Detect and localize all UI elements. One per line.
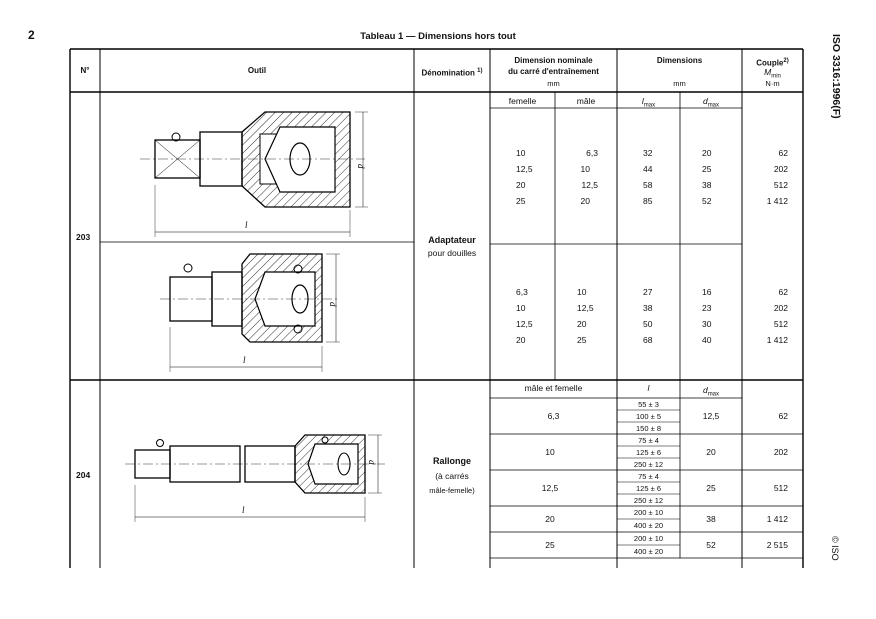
row-204-desc-1: (à carrés [435,471,469,481]
group-size: 10 [545,447,555,457]
table-row: 25 [516,196,526,206]
table-row: 512 [773,180,788,190]
group-m: 62 [778,411,788,421]
length-value: 400 ± 20 [633,521,664,530]
row-204-number: 204 [76,470,91,480]
length-value: 75 ± 4 [638,472,659,481]
row-203-desc: pour douilles [427,248,477,258]
col-male: mâle [576,96,596,106]
table-row: 20 [516,335,526,345]
length-value: 250 ± 12 [633,460,664,469]
table-row: 512 [773,319,788,329]
length-value: 250 ± 12 [633,496,664,505]
table-row: 62 [778,287,788,297]
group-size: 12,5 [541,483,559,493]
extension-drawing [100,380,414,568]
header-dimensions-unit: mm [673,79,686,88]
group-d: 12,5 [702,411,720,421]
group-size: 25 [545,540,555,550]
group-d: 20 [706,447,716,457]
document-reference-text: ISO 3316:1996(F) [830,34,842,119]
group-d: 25 [706,483,716,493]
table-row: 38 [702,180,712,190]
group-m: 512 [773,483,788,493]
col-femelle: femelle [508,96,537,106]
header-denomination [414,66,490,79]
table-row: 12,5 [516,164,533,174]
length-value: 100 ± 5 [636,412,661,421]
table-row: 10 [577,287,587,297]
table-row: 62 [778,148,788,158]
length-value: 125 ± 6 [636,484,661,493]
col-l-sym: l [647,383,650,393]
table-row: 40 [702,335,712,345]
row-204-desc-2: mâle-femelle) [429,486,475,495]
col-lmax [617,96,680,111]
header-denomination-text: Dénomination [421,68,475,78]
dim-label-l-extension: l [242,505,245,515]
length-value: 200 ± 10 [633,534,664,543]
length-value: 125 ± 6 [636,448,661,457]
couple-subscript: min [771,73,781,80]
col-lmax-sym: l [641,96,644,106]
col-l [617,383,680,393]
table-row: 20 [577,319,587,329]
table-row: 85 [643,196,653,206]
group-m: 202 [773,447,788,457]
table-row: 202 [773,303,788,313]
header-dimensions: Dimensions [656,56,703,65]
header-couple-text: Couple [756,58,784,68]
dim-label-l-upper: l [245,220,248,230]
length-value: 400 ± 20 [633,547,664,556]
group-size: 20 [545,514,555,524]
header-dim-nominale: Dimension nominale [514,56,593,65]
table-row: 20 [580,196,590,206]
table-row: 50 [643,319,653,329]
dim-label-l-lower: l [243,355,246,365]
couple-symbol: M [764,67,772,77]
table-row: 1 412 [766,335,788,345]
table-row: 23 [702,303,712,313]
header-no: N° [80,66,90,75]
table-row: 25 [702,164,712,174]
group-m: 1 412 [766,514,788,524]
table-row: 202 [773,164,788,174]
page-number: 2 [28,28,35,42]
table-row: 27 [643,287,653,297]
header-outil: Outil [247,66,267,75]
header-dim-nominale-unit: mm [547,79,560,88]
table-row: 12,5 [516,319,533,329]
note-1: 1) [477,68,483,74]
header-dim-nominale-2: du carré d'entraînement [508,67,599,76]
group-d: 52 [706,540,716,550]
col-d-max-sub: max [707,391,720,398]
dim-label-d-lower: d [328,302,338,307]
dim-label-d-upper: d [356,164,366,169]
col-dmax-sym: d [702,96,708,106]
adapter-drawing-lower [100,242,414,380]
col-lmax-sub: max [643,102,656,109]
table-row: 12,5 [581,180,598,190]
group-size: 6,3 [547,411,560,421]
table-row: 6,3 [516,287,528,297]
table-row: 12,5 [577,303,594,313]
table-title: Tableau 1 — Dimensions hors tout [360,31,516,42]
table-row: 20 [516,180,526,190]
copyright-text: © ISO [830,536,840,561]
row-204-name: Rallonge [432,456,471,466]
table-row: 30 [702,319,712,329]
table-row: 10 [516,303,526,313]
table-row: 52 [702,196,712,206]
col-d-max [680,385,742,400]
row-203-name: Adaptateur [428,235,476,245]
col-dmax-sub: max [707,102,720,109]
table-row: 25 [577,335,587,345]
row-203-number: 203 [76,232,91,242]
header-couple-unit: N·m [765,79,780,88]
length-value: 75 ± 4 [638,436,659,445]
adapter-drawing-upper [100,92,414,242]
table-row: 32 [643,148,653,158]
group-d: 38 [706,514,716,524]
table-row: 68 [643,335,653,345]
table-row: 16 [702,287,712,297]
table-row: 20 [702,148,712,158]
table-row: 1 412 [766,196,788,206]
col-male-femelle: mâle et femelle [524,383,583,393]
group-m: 2 515 [766,540,788,550]
table-row: 10 [580,164,590,174]
note-2: 2) [783,58,789,64]
table-row: 44 [643,164,653,174]
table-row: 58 [643,180,653,190]
length-value: 150 ± 8 [636,424,661,433]
table-row: 10 [516,148,526,158]
col-d-max-sym: d [702,385,708,395]
table-row: 38 [643,303,653,313]
table-row: 6,3 [586,148,598,158]
col-dmax [680,96,742,111]
dim-label-d-extension: d [367,460,377,465]
length-value: 55 ± 3 [638,400,659,409]
length-value: 200 ± 10 [633,508,664,517]
